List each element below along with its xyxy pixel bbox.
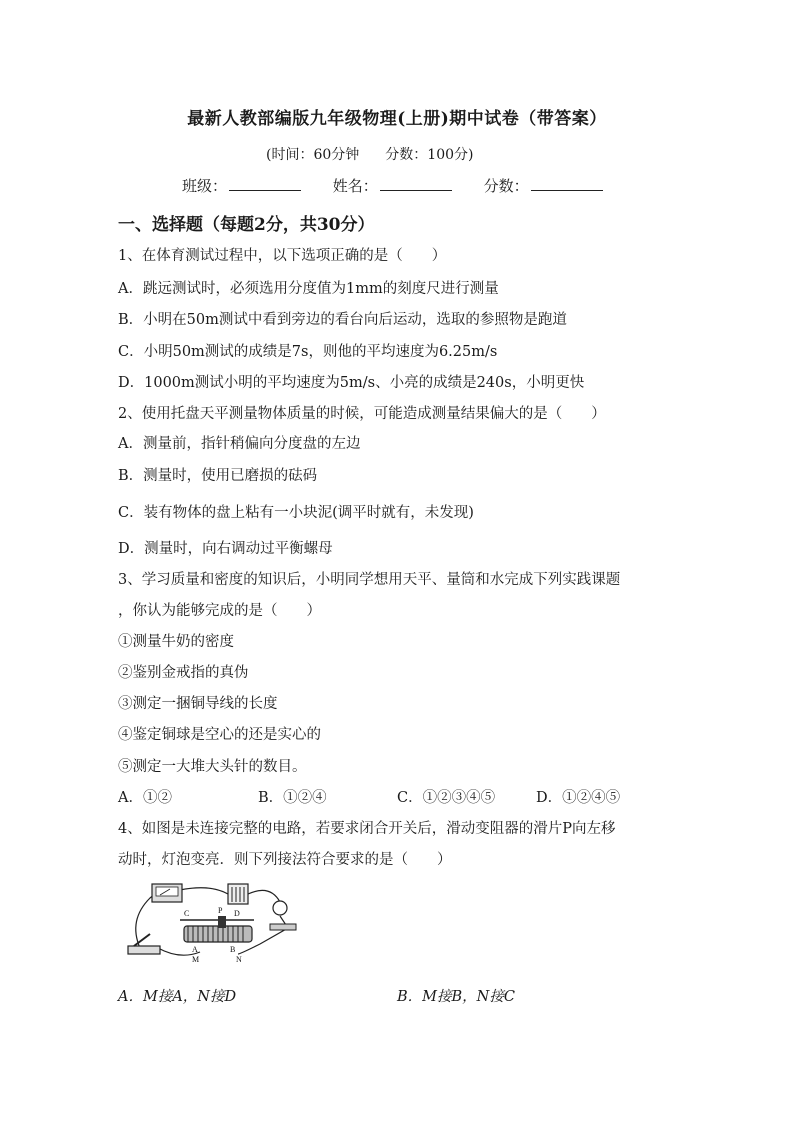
battery-icon [228, 884, 248, 904]
exam-time: (时间：60分钟 [266, 147, 360, 163]
figure-label-n: N [236, 955, 242, 964]
student-info-fields [182, 175, 630, 196]
class-blank[interactable] [229, 176, 301, 191]
figure-label-c: C [184, 909, 190, 918]
section-heading: 一、选择题（每题2分，共30分） [118, 215, 375, 235]
q3-item-5: ⑤测定一大堆大头针的数目。 [118, 759, 307, 775]
name-label: 姓名： [332, 177, 378, 195]
q2-option-a: A．测量前，指针稍偏向分度盘的左边 [118, 436, 361, 452]
q3-stem-line2: ，你认为能够完成的是（ ） [118, 603, 321, 619]
bulb-icon [270, 901, 296, 930]
q4-option-a: A．M接A，N接D [118, 989, 237, 1005]
figure-label-p: P [218, 906, 223, 915]
q1-option-d: D．1000m测试小明的平均速度为5m/s、小亮的成绩是240s，小明更快 [118, 375, 585, 391]
q4-stem-line1: 4、如图是未连接完整的电路，若要求闭合开关后，滑动变阻器的滑片P向左移 [118, 821, 616, 837]
wire-top-left [180, 888, 228, 894]
class-label: 班级： [182, 177, 228, 195]
q1-stem: 1、在体育测试过程中，以下选项正确的是（ ） [118, 248, 447, 264]
figure-label-d: D [234, 909, 240, 918]
figure-label-b: B [230, 945, 236, 954]
q1-option-b: B．小明在50m测试中看到旁边的看台向后运动，选取的参照物是跑道 [118, 312, 567, 328]
q3-option-c: C．①②③④⑤ [397, 790, 496, 806]
q2-option-b: B．测量时，使用已磨损的砝码 [118, 468, 318, 484]
q3-option-d: D．①②④⑤ [536, 790, 621, 806]
name-field[interactable] [333, 175, 452, 196]
circuit-diagram-figure [120, 880, 302, 966]
q2-option-d: D．测量时，向右调动过平衡螺母 [118, 541, 333, 557]
q2-option-c: C．装有物体的盘上粘有一小块泥(调平时就有，未发现) [118, 505, 474, 521]
q4-stem-line2: 动时，灯泡变亮．则下列接法符合要求的是（ ） [118, 852, 452, 868]
class-field[interactable] [182, 175, 301, 196]
q3-item-3: ③测定一捆铜导线的长度 [118, 696, 278, 712]
figure-label-m: M [192, 955, 200, 964]
switch-icon [128, 934, 160, 954]
score-label: 分数： [483, 177, 529, 195]
q3-item-2: ②鉴别金戒指的真伪 [118, 665, 249, 681]
q3-option-a: A．①② [118, 790, 172, 806]
name-blank[interactable] [380, 176, 452, 191]
exam-total-score: 分数：100分) [385, 147, 474, 163]
q2-stem: 2、使用托盘天平测量物体质量的时候，可能造成测量结果偏大的是（ ） [118, 406, 606, 422]
score-blank[interactable] [531, 176, 603, 191]
figure-label-a: A [192, 945, 198, 954]
q1-option-c: C．小明50m测试的成绩是7s，则他的平均速度为6.25m/s [118, 344, 498, 360]
score-field[interactable] [484, 175, 603, 196]
q4-option-b: B．M接B，N接C [397, 989, 515, 1005]
rheostat-icon [180, 916, 254, 942]
q3-item-4: ④鉴定铜球是空心的还是实心的 [118, 727, 321, 743]
page-title: 最新人教部编版九年级物理(上册)期中试卷（带答案） [187, 109, 607, 129]
q3-stem-line1: 3、学习质量和密度的知识后，小明同学想用天平、量筒和水完成下列实践课题 [118, 572, 621, 588]
exam-info [266, 144, 499, 164]
q3-option-b: B．①②④ [258, 790, 327, 806]
ammeter-icon [152, 884, 182, 902]
q1-option-a: A．跳远测试时，必须选用分度值为1mm的刻度尺进行测量 [118, 281, 499, 297]
wire-top-right [248, 890, 280, 902]
q3-item-1: ①测量牛奶的密度 [118, 634, 234, 650]
